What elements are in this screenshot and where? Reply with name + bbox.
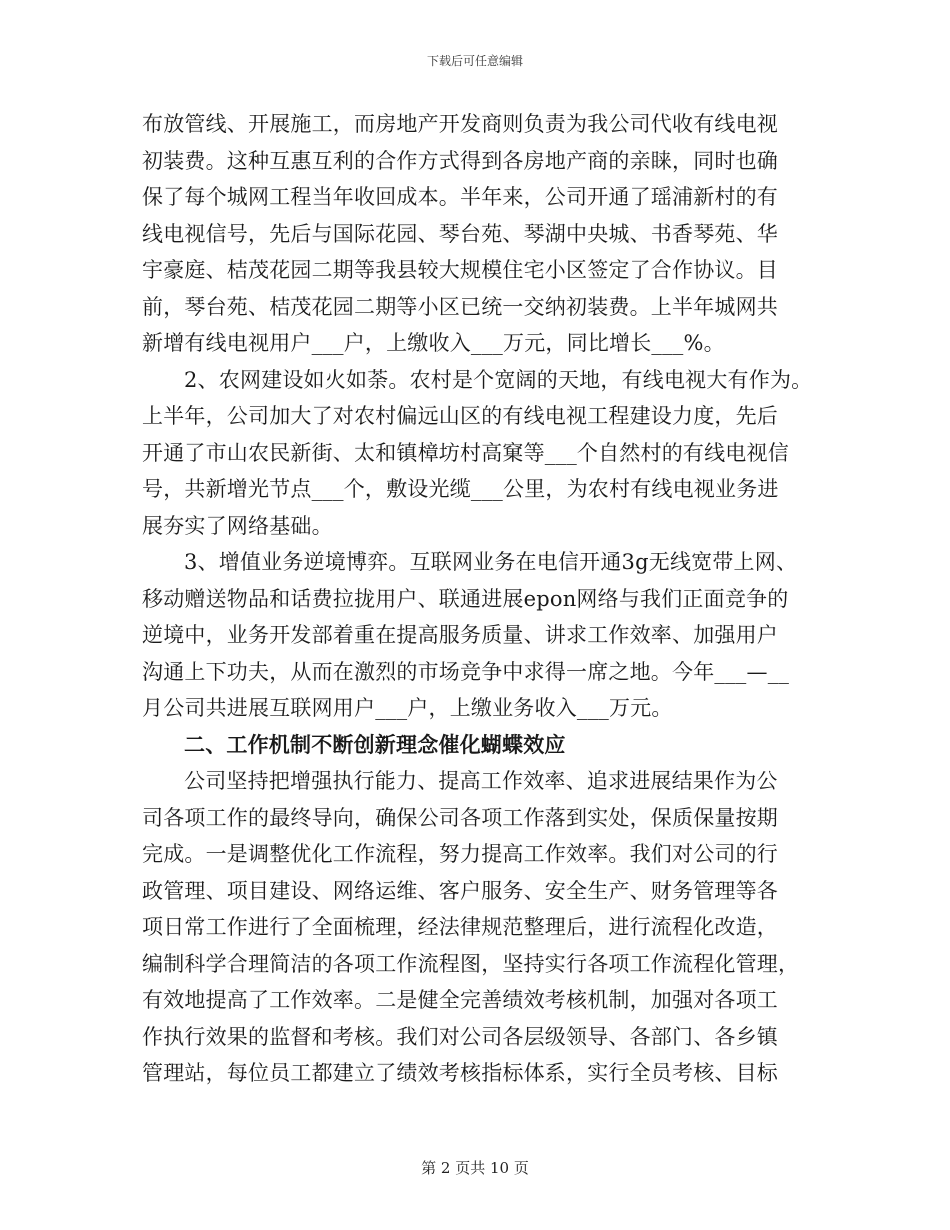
text-line: 前，琴台苑、桔茂花园二期等小区已统一交纳初装费。上半年城网共	[142, 294, 778, 319]
text-line: 沟通上下功夫，从而在激烈的市场竞争中求得一席之地。今年___—__	[142, 659, 790, 684]
text-line: 展夯实了网络基础。	[142, 513, 333, 538]
text-line: 初装费。这种互惠互利的合作方式得到各房地产商的亲睐，同时也确	[142, 148, 778, 173]
text-line: 2、农网建设如火如荼。农村是个宽阔的天地，有线电视大有作为。	[184, 367, 813, 392]
document-body	[142, 106, 812, 1092]
text-line: 3、增值业务逆境博弈。互联网业务在电信开通3g无线宽带上网、	[184, 550, 798, 574]
text-line: 宇豪庭、桔茂花园二期等我县较大规模住宅小区签定了合作协议。目	[142, 258, 778, 282]
section-heading: 二、工作机制不断创新理念催化蝴蝶效应	[184, 731, 566, 757]
text-line: 逆境中，业务开发部着重在提高服务质量、讲求工作效率、加强用户	[142, 623, 778, 647]
text-line: 管理站，每位员工都建立了绩效考核指标体系，实行全员考核、目标	[142, 1061, 778, 1085]
text-line: 有效地提高了工作效率。二是健全完善绩效考核机制，加强对各项工	[142, 988, 778, 1012]
text-line: 完成。一是调整优化工作流程，努力提高工作效率。我们对公司的行	[142, 842, 778, 866]
text-line: 月公司共进展互联网用户___户，上缴业务收入___万元。	[142, 696, 673, 720]
text-line: 保了每个城网工程当年收回成本。半年来，公司开通了瑶浦新村的有	[142, 185, 778, 209]
text-line: 编制科学合理简洁的各项工作流程图，坚持实行各项工作流程化管理，	[142, 951, 800, 976]
text-line: 政管理、项目建设、网络运维、客户服务、安全生产、财务管理等各	[142, 878, 778, 903]
page-footer-number: 第 2 页共 10 页	[421, 1159, 529, 1177]
text-line: 司各项工作的最终导向，确保公司各项工作落到实处，保质保量按期	[142, 805, 778, 830]
text-line: 布放管线、开展施工，而房地产开发商则负责为我公司代收有线电视	[142, 112, 778, 136]
text-line: 新增有线电视用户___户，上缴收入___万元，同比增长___%。	[142, 331, 725, 355]
text-line: 移动赠送物品和话费拉拢用户、联通进展epon网络与我们正面竞争的	[142, 586, 789, 611]
text-line: 项日常工作进行了全面梳理，经法律规范整理后，进行流程化改造，	[142, 915, 778, 939]
page-header-note: 下载后可任意编辑	[426, 54, 523, 68]
text-line: 上半年，公司加大了对农村偏远山区的有线电视工程建设力度，先后	[142, 404, 778, 428]
text-line: 公司坚持把增强执行能力、提高工作效率、追求进展结果作为公	[184, 769, 778, 793]
text-line: 号，共新增光节点___个，敷设光缆___公里，为农村有线电视业务进	[142, 477, 779, 501]
text-line: 开通了市山农民新街、太和镇樟坊村高窠等___个自然村的有线电视信	[142, 440, 789, 465]
text-line: 作执行效果的监督和考核。我们对公司各层级领导、各部门、各乡镇	[142, 1024, 778, 1049]
text-line: 线电视信号，先后与国际花园、琴台苑、琴湖中央城、书香琴苑、华	[142, 221, 778, 246]
